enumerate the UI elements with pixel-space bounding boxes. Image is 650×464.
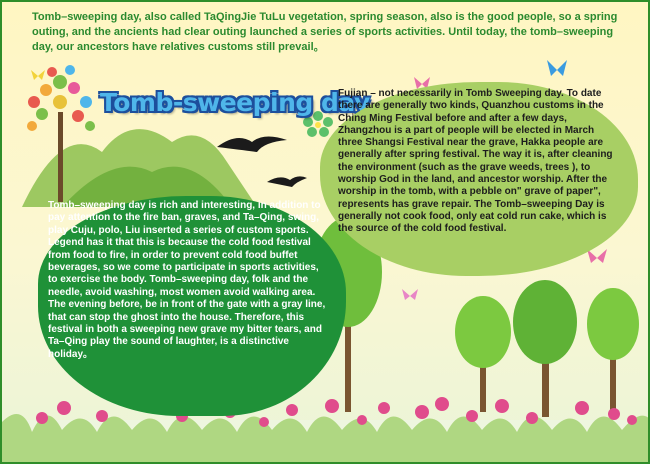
intro-text: Tomb–sweeping day, also called TaQingJie TuLu vegetation, spring season, also is the good people, so a spring outing, and the ancients had clear outing launched a series of sports activities. Until today, the tomb–sweeping day, our ancestors have relatives customs still prevail。 <box>32 11 618 53</box>
right-paragraph: Fujian – not necessarily in Tomb Sweeping day. To date there are generally two kinds, Quanzhou customs in the Ching Ming Festival before and after a few days, Zhangzhou is a part of people will be elected in March three Shangsi Festival near the grave, Hakka people are generally after spring festival. The way it is, after cleaning the environment (such as the grave weeds, trees ), to worship God in the land, and ancestor worship. After the worship in the tomb, with a pebble on" grave of paper", represents has grave repair. The Tomb–sweeping Day is generally not cook food, only eat cold run cake, which is the source of the cold food festival. <box>338 88 613 235</box>
grass <box>2 414 650 464</box>
page-title: Tomb-sweeping day <box>100 88 370 117</box>
left-paragraph: Tomb–sweeping day is rich and interesting, in addition to pay attention to the fire ban, graves, and Ta–Qing, swing, play Cuju, polo, Liu inserted a series of custom sports. Legend has it that this is because the cold food festival from food to fire, in order to prevent cold food buffet beverages, so we come to participate in sports activities, to exercise the body. Tomb–sweeping day, folk and the needle, avoid washing, most women avoid walking area. The evening before, be in front of the gate with a gray line, that can stop the ghost into the house. Therefore, this festival in both a sweeping new grave my bitter tears, and Ta–Qing play the sound of laughter, is a distinctive holiday。 <box>48 200 326 360</box>
